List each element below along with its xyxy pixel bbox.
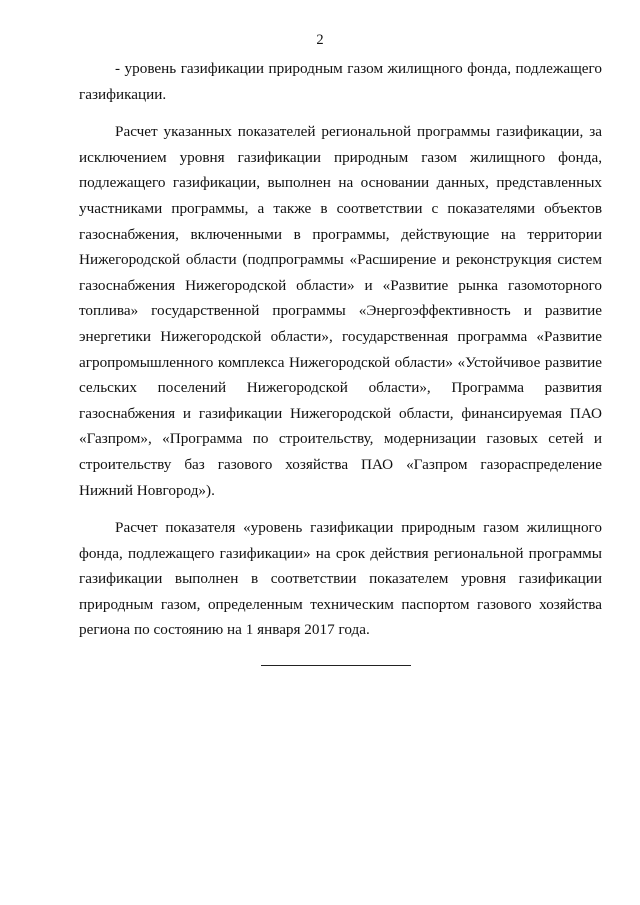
paragraph-indicator-calculation: Расчет показателя «уровень газификации природным газом жилищного фонда, подлежащего газификации» на срок действия региональной программы газификации выполнен в соответствии показателем уровня газификации природным газом, определенным техническим паспортом газового хозяйства региона по состоянию на 1 января 2017 года.: [79, 519, 602, 639]
closing-separator-line: [261, 665, 411, 666]
page-number: 2: [316, 32, 324, 48]
document-body: [79, 56, 602, 643]
paragraph-calculation-basis: Расчет указанных показателей региональной программы газификации, за исключением уровня газификации природным газом жилищного фонда, подлежащего газификации, выполнен на основании данных, представленных участниками программы, а также в соответствии с показателями объектов газоснабжения, включенными в программы, действующие на территории Нижегородской области (подпрограммы «Расширение и реконструкция систем газоснабжения Нижегородской области» и «Развитие рынка газомоторного топлива» государственной программы «Энергоэффективность и развитие энергетики Нижегородской области», государственная программа «Развитие агропромышленного комплекса Нижегородской области» «Устойчивое развитие сельских поселений Нижегородской области», Программа развития газоснабжения и газификации Нижегородской области, финансируемая ПАО «Газпром», «Программа по строительству, модернизации газовых сетей и строительству баз газового хозяйства ПАО «Газпром газораспределение Нижний Новгород»).: [79, 123, 602, 499]
paragraph-gasification-level-item: - уровень газификации природным газом жилищного фонда, подлежащего газификации.: [79, 60, 602, 103]
